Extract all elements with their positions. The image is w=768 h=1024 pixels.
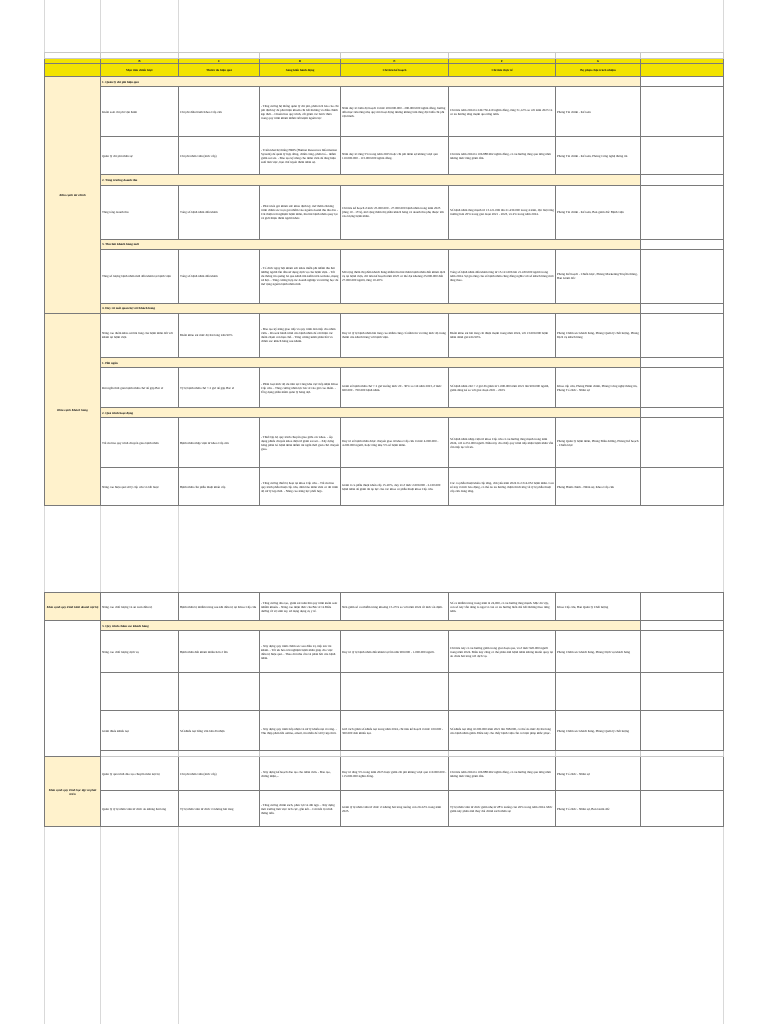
action-cell[interactable]: - Xây dựng kế hoạch đào tạo cho nhân viên. - Đào tạo, chứng nhận,... <box>260 757 341 791</box>
plan-cell[interactable]: Duy trì tỷ lệ bệnh nhân đến khám lại lần nữa 900.000 - 1.000.000 người. <box>341 631 449 673</box>
col-letter[interactable]: G <box>556 59 641 64</box>
action-cell[interactable]: - Tổ chức ngày hội khám sức khỏe miễn phí nhằm thu hút những người lần đầu sử dụng dịch vụ của bệnh viện. - Tối ưu thông tin quảng bá qua kênh tìm kiếm trên website, mạng xã hội. - Tăng cường hợp tác doanh nghiệp và trường học để mở rộng nguồn bệnh nhân mới. <box>260 249 341 303</box>
plan-cell[interactable]: Giảm tỷ lệ nhân viên tử chức vì không hài lòng xuống còn 20-22% trong năm 2025. <box>341 791 449 827</box>
actual-cell[interactable]: Số khiếu nại tăng từ 200.000 năm 2021 lên 398.000, có thể do mức độ hài lòng của bệnh nhân giảm. Điều này cho thấy bệnh viện cần có biện pháp khắc phục. <box>449 711 556 751</box>
measure-cell[interactable]: Bệnh nhân đến khám nhiều hơn 2 lần <box>179 631 260 673</box>
plan-cell[interactable]: Giữ cách giảm số khiếu nại trong năm 2024, chỉ tiêu kế hoạch ở mức 100.000 - 300.000 đơn khiếu nại. <box>341 711 449 751</box>
owner-cell[interactable]: Phòng Tổ chức - Nhân sự <box>556 757 641 791</box>
measure-cell[interactable]: Chi phí nhân viên (mức cấp) <box>179 757 260 791</box>
header-cell[interactable]: Chỉ tiêu kế hoạch <box>341 64 449 77</box>
action-cell[interactable]: - Tăng cường chính sách, phúc lợi và đãi ngộ. - Xây dựng môi trường làm việc tích cực, gắn kết. - Cải tiến lộ trình thăng tiến. <box>260 791 341 827</box>
goal-cell[interactable]: Giảm thiểu khiếu nại <box>101 711 179 751</box>
sheet-page-1 <box>44 52 723 506</box>
col-letter[interactable]: D <box>260 59 341 64</box>
measure-cell[interactable]: Điểm khảo sát mức độ hài lòng trên 90% <box>179 313 260 357</box>
table-row <box>45 87 724 137</box>
section-title[interactable]: 1. Hồi ngắn <box>101 357 641 367</box>
table-row <box>45 249 724 303</box>
empty-row <box>45 673 724 711</box>
actual-cell[interactable]: Tổng số bệnh nhân đến khám tăng từ 13.121.006 lên 21.430.000 người trong năm 2024. Sự gia tăng của số bệnh nhân cũng đồng nghĩa với số khách hàng mới tăng theo. <box>449 249 556 303</box>
header-cell[interactable]: Bộ phận chịu trách nhiệm <box>556 64 641 77</box>
header-cell[interactable]: Mục tiêu chiến lược <box>101 64 179 77</box>
plan-cell[interactable]: Giảm số bệnh nhân chờ > 2 giờ xuống mức 20 - 30% so với năm 2023, ở mức 600.000 - 700.000 bệnh nhân. <box>341 368 449 408</box>
col-letter[interactable]: F <box>449 59 556 64</box>
group-finance[interactable]: Khía cạnh tài chính <box>45 77 101 314</box>
action-cell[interactable]: - Đào tạo kỹ năng giao tiếp và quy trình đón tiếp cho nhân viên. - Rà soát hành trình của bệnh nhân để cải thiện các điểm chạm còn hạn chế. - Tăng cường kênh phản hồi và chăm sóc khách hàng sau khám. <box>260 313 341 357</box>
goal-cell[interactable]: Nâng cao điểm khảo sát hài lòng của bệnh nhân đối với khám tại bệnh viện <box>101 313 179 357</box>
goal-cell[interactable]: Tăng số lượng bệnh nhân mới đến khám tại bệnh viện <box>101 249 179 303</box>
plan-cell[interactable]: Mở rộng thêm thị phần khách hàng nhằm thu hút thêm bệnh nhân đến khám dịch vụ tại bệnh viện, chỉ tiêu kế hoạch năm 2025 có thể đạt khoảng 25.000.000 đến 27.000.000 người, tăng 10-20% <box>341 249 449 303</box>
plan-cell[interactable]: Năm duy trì biên độ hoạch ở mức 200.000.000 - 290.000.000 nghìn đồng, hướng đến mục tiêu tăng nhẹ quy mô hoạt động nhưng không làm tăng đột biến chi phí vận hành. <box>341 87 449 137</box>
table-row <box>45 418 724 468</box>
goal-cell[interactable]: Kiểm soát chi phí vận hành <box>101 87 179 137</box>
header-cell[interactable]: Sáng kiến hành động <box>260 64 341 77</box>
action-cell[interactable]: - Xây dựng quy trình chăm sóc sau điều trị, tiếp xúc tái khám. - Tối ưu hóa trải nghiệm bệnh nhân giúp cho việc điều trị hiệu quả. - Theo dõi nhu cầu và phản hồi của bệnh nhân. <box>260 631 341 673</box>
table-row <box>45 137 724 175</box>
actual-cell[interactable]: Số bệnh nhân tăng mạnh từ 13.121.006 lên 21.430.000 trong 4 năm, đặc biệt tăng trưởng hơn 20% trong giai đoạn 2021 - 2023, và 4% trong năm 2024. <box>449 185 556 239</box>
owner-cell[interactable]: Khoa Cấp cứu, Ban Quản lý Chất lượng <box>556 593 641 621</box>
measure-cell[interactable]: Bệnh nhân nhập viện từ khoa Cấp cứu <box>179 418 260 468</box>
header-cell[interactable]: Chỉ tiêu thực tế <box>449 64 556 77</box>
header-cell[interactable]: Thước đo hiệu quả <box>179 64 260 77</box>
action-cell[interactable]: - Tăng cường hệ thống quản lý chi phí, phân tích báo cáo chi phí định kỳ để phát hiện khoản chi bất thường và điều chỉnh kịp thời. - Chuẩn hóa quy trình, cắt giảm các bước thừa trong quy trình khám nhằm tiết kiệm nguồn lực <box>260 87 341 137</box>
owner-cell[interactable]: Phòng Tổ chức - Nhân sự, Ban Giám đốc <box>556 791 641 827</box>
section-title[interactable]: 2. Quá trình hoạt động <box>101 408 641 418</box>
actual-cell[interactable]: Số bệnh nhân nhập viện từ khoa Cấp cứu có xu hướng tăng mạnh trong năm 2024, với 4.231.000 người. Điều này cho thấy quy trình tiếp nhận bệnh nhân vẫn cần tiếp tục tối ưu. <box>449 418 556 468</box>
table-row <box>45 757 724 791</box>
section-title[interactable]: 3. Thu hút khách hàng mới <box>101 239 641 249</box>
owner-cell[interactable]: Phòng Tài chính - Kế toán <box>556 87 641 137</box>
plan-cell[interactable]: Chỉ tiêu kế hoạch ở mức 25.000.000 - 27.000.000 bệnh nhân trong năm 2025 (tăng 10 - 15%), mở rộng thêm thị phần khách hàng và doanh thu phụ thuộc lớn vào lượng bệnh nhân. <box>341 185 449 239</box>
plan-cell[interactable]: Duy trì số bệnh nhân được chuyển giao từ khoa Cấp cứu ở mức 4.000.000 - 4.200.000 người, hoặc tăng nhẹ 5% số bệnh nhân. <box>341 418 449 468</box>
group-internal[interactable]: Khía cạnh quy trình kinh doanh nội bộ <box>45 593 101 621</box>
table-row <box>45 185 724 239</box>
plan-cell[interactable]: Giảm ít ca phẫu thuật khẩn cấp 15-20%, duy trì ở mức 2.000.000 - 2.100.000 bệnh nhân để giảm tải áp lực của các khoa có phẫu thuật khoa Cấp cứu. <box>341 468 449 506</box>
actual-cell[interactable]: Số bệnh nhân chờ > 2 giờ đã giảm từ 1.000.000 năm 2021 lên 900.000 người, giảm đáng kể so với giai đoạn 2021 - 2023. <box>449 368 556 408</box>
actual-cell[interactable]: Chi tiêu năm 2024 là 106.888.962 nghìn đồng, có xu hướng tăng qua từng năm nhưng mức tăng giảm dần. <box>449 757 556 791</box>
goal-cell[interactable]: Quản lý quá trình đào tạo chuyên môn nội bộ <box>101 757 179 791</box>
goal-cell[interactable]: Tăng tổng doanh thu <box>101 185 179 239</box>
actual-cell[interactable]: Điểm khảo sát hài lòng cải thiện mạnh trong năm 2024, với 13.000.000 bệnh nhân đánh giá trên 90%. <box>449 313 556 357</box>
goal-cell[interactable]: Nâng cao chất lượng và an toàn điều trị <box>101 593 179 621</box>
action-cell[interactable]: - Triển khai hệ thống HRIS (Human Resources Information System) để quản lý hợp đồng, chấm công, phân bổ... nhằm giảm sai sót. - Đào tạo kỹ năng cho nhân viên để tăng hiệu suất làm việc, hạn chế tuyển thêm nhân sự. <box>260 137 341 175</box>
section-row <box>45 303 724 313</box>
section-row <box>45 77 724 87</box>
section-title[interactable]: 1. Quản lý chi phí hiệu quả <box>101 77 641 87</box>
goal-cell[interactable]: Rút ngắn thời gian bệnh nhân chờ để gặp Bác sĩ <box>101 368 179 408</box>
group-customer[interactable]: Khía cạnh Khách hàng <box>45 313 101 505</box>
actual-cell[interactable]: Chi tiêu năm 2024 là 249.736.419 nghìn đồng, tăng 51,12% so với năm 2023 và có xu hướng tăng mạnh qua từng năm. <box>449 87 556 137</box>
table-row <box>45 631 724 673</box>
measure-cell[interactable]: Bệnh nhân bị nhiễm trùng sau khi điều trị tại Khoa Cấp cứu <box>179 593 260 621</box>
goal-cell[interactable]: Tối ưu hóa quy trình chuyển giao bệnh nhân <box>101 418 179 468</box>
owner-cell[interactable]: Phòng Chăm sóc khách hàng, Phòng Quản lý chất lượng <box>556 711 641 751</box>
action-cell[interactable]: - Tăng cường đào tạo, giám sát tuân thủ quy trình kiểm soát nhiễm khuẩn. - Nâng cao nhận thức của Bác sĩ và Điều dưỡng về vệ sinh tay, sử dụng dụng cụ y tế. <box>260 593 341 621</box>
actual-cell[interactable]: Số ca nhiễm trùng trong năm là 24,000, có xu hướng tăng mạnh. Mặc dù vậy, con số này vẫn đáng lo ngại vì còn có xu hướng biến đổi bất thường theo từng năm. <box>449 593 556 621</box>
table-row <box>45 468 724 506</box>
measure-cell[interactable]: Chi phí điều hành Khoa Cấp cứu <box>179 87 260 137</box>
section-row <box>45 175 724 185</box>
goal-cell[interactable]: Nâng cao chất lượng dịch vụ <box>101 631 179 673</box>
actual-cell[interactable]: Chỉ tiêu này có xu hướng giảm trong giai đoạn qua, và ở mức 920.000 người trong năm 2024. Điều này cũng có thể phản ánh bệnh nhân không muốn quay lại do chưa hài lòng với dịch vụ. <box>449 631 556 673</box>
table-row <box>45 593 724 621</box>
scorecard-table-1 <box>44 52 724 506</box>
col-letter[interactable]: E <box>341 59 449 64</box>
scorecard-table-2 <box>44 592 724 827</box>
measure-cell[interactable]: Chi phí nhân viên (mức cấp) <box>179 137 260 175</box>
group-learning[interactable]: Khía cạnh quy trình học tập và phát triển <box>45 757 101 827</box>
plan-cell[interactable]: Năm duy trì tăng 5% trong năm 2025 hoặc chi phí nhân sự không vượt quá 110.000.000 - 115.000.000 nghìn đồng. <box>341 137 449 175</box>
table-row <box>45 791 724 827</box>
section-row <box>45 621 724 631</box>
measure-cell[interactable]: Số khiếu nại bằng văn bản đã nhận <box>179 711 260 751</box>
section-row <box>45 408 724 418</box>
action-cell[interactable]: - Phân loại mức độ ưu tiên tại Công khu vực tiếp nhận Khoa Cấp cứu. - Tăng cường nhân lực bác sĩ vào giờ cao điểm. - Ứng dụng phần mềm quản lý hàng đợi. <box>260 368 341 408</box>
header-row <box>45 64 724 77</box>
measure-cell[interactable]: Bệnh nhân cần phẫu thuật khẩn cấp <box>179 468 260 506</box>
owner-cell[interactable]: Phòng Chăm sóc khách hàng, Phòng Quản lý chất lượng, Phòng Dịch vụ khách hàng <box>556 313 641 357</box>
section-row <box>45 357 724 367</box>
owner-cell[interactable]: Phòng Hành chính - Nhân sự, Khoa Cấp cứu <box>556 468 641 506</box>
action-cell[interactable]: - Phát triển gói khám sức khỏe định kỳ, mở thêm chương trình chăm sóc trọn gói nhằm vào nguồn doanh thu lâu dài. - Cải thiện trải nghiệm bệnh nhân, thu hút bệnh nhân quay lại và giới thiệu thêm người khác. <box>260 185 341 239</box>
table-row <box>45 368 724 408</box>
plan-cell[interactable]: Duy trì tăng 5% trong năm 2025 hoặc giảm chi phí không vượt quá 110.000.000 - 115.000.000 nghìn đồng. <box>341 757 449 791</box>
table-row <box>45 711 724 751</box>
plan-cell[interactable]: Nên giảm số ca nhiễm trùng khoảng 15-25% so với năm 2024 về mức ổn định. <box>341 593 449 621</box>
action-cell[interactable]: - Xây dựng quy trình tiếp nhận và xử lý khiếu nại rõ ràng. - Thu thập phản hồi online, email, tin nhắn để xử lý kịp thời. <box>260 711 341 751</box>
owner-cell[interactable]: Phòng Kế hoạch - Chiến lược, Phòng Marketing/Truyền thông, Ban Giám đốc <box>556 249 641 303</box>
owner-cell[interactable]: Phòng Tài chính - Kế toán, Ban giám đốc Bệnh viện <box>556 185 641 239</box>
measure-cell[interactable]: Tổng số bệnh nhân đến khám <box>179 185 260 239</box>
actual-cell[interactable]: Tỷ lệ nhân viên tử chức giảm nhẹ từ 28% xuống còn 26% trong năm 2024. Mức giảm này phản ánh thay đổi chính sách nhân sự. <box>449 791 556 827</box>
measure-cell[interactable]: Tổng số bệnh nhân đến khám <box>179 249 260 303</box>
section-title[interactable]: 2. Tăng trưởng doanh thu <box>101 175 641 185</box>
actual-cell[interactable]: Chi tiêu năm 2024 là 106.888.962 nghìn đồng, có xu hướng tăng qua từng năm nhưng mức tăng giảm dần. <box>449 137 556 175</box>
action-cell[interactable]: - Tăng cường thiết bị hoạt tại khoa Cấp cứu. - Tối ưu hóa quy trình phẫu thuật cấp cứu, đảm bảo nhân viên có đủ trình độ xử lý kịp thời. - Nâng cao năng lực phối hợp. <box>260 468 341 506</box>
owner-cell[interactable]: Phòng Chăm sóc khách hàng, Phòng Dịch vụ khách hàng <box>556 631 641 673</box>
col-letter[interactable]: C <box>179 59 260 64</box>
table-row <box>45 313 724 357</box>
section-title[interactable]: 4. Duy trì mối quan hệ với Khách hàng <box>101 303 641 313</box>
owner-cell[interactable]: Phòng Tài chính - Kế toán, Phòng Công nghệ thông tin <box>556 137 641 175</box>
measure-cell[interactable]: Tỷ lệ nhân viên tử chức vì không hài lòng <box>179 791 260 827</box>
goal-cell[interactable]: Quản lý chi phí nhân sự <box>101 137 179 175</box>
col-letter[interactable]: B <box>101 59 179 64</box>
goal-cell[interactable]: Nâng cao hiệu quả sử lý cấp cứu và bắt buộc <box>101 468 179 506</box>
measure-cell[interactable]: Tỷ lệ bệnh nhân chờ < 2 giờ để gặp Bác sĩ <box>179 368 260 408</box>
plan-cell[interactable]: Duy trì tỷ lệ bệnh nhân hài lòng cao nhằm củng cố niềm tin và tăng mức độ trung thành của khách hàng với bệnh viện. <box>341 313 449 357</box>
goal-cell[interactable]: Quản lý tỷ lệ nhân viên tử chức do không hài lòng <box>101 791 179 827</box>
section-title[interactable]: 3. Quy trình chăm sóc khách hàng <box>101 621 641 631</box>
actual-cell[interactable]: Các ca phẫu thuật khẩn cấp tăng, chủ yếu năm 2024 là 2.514.052 bệnh nhân. Con số này ở mức báo động, có thể do xu hướng chậm thích ứng về tỷ lệ phẫu thuật cấp cứu đang tăng. <box>449 468 556 506</box>
owner-cell[interactable]: Phòng Quản lý bệnh nhân, Phòng Điều dưỡng, Phòng Kế hoạch - Chiến lược <box>556 418 641 468</box>
section-row <box>45 239 724 249</box>
sheet-page-2 <box>44 592 723 827</box>
owner-cell[interactable]: Khoa cấp cứu, Phòng Hành chính, Phòng Công nghệ thông tin, Phòng Tổ chức - Nhân sự <box>556 368 641 408</box>
action-cell[interactable]: - Thiết lập bộ quy trình chuyển giao giữa các khoa. - Áp dụng phiếu chuyển khoa điện tử giảm sai sót. - Xây dựng bảng phân bổ bệnh nhân nhằm rút ngắn thời gian chờ chuyển giao. <box>260 418 341 468</box>
